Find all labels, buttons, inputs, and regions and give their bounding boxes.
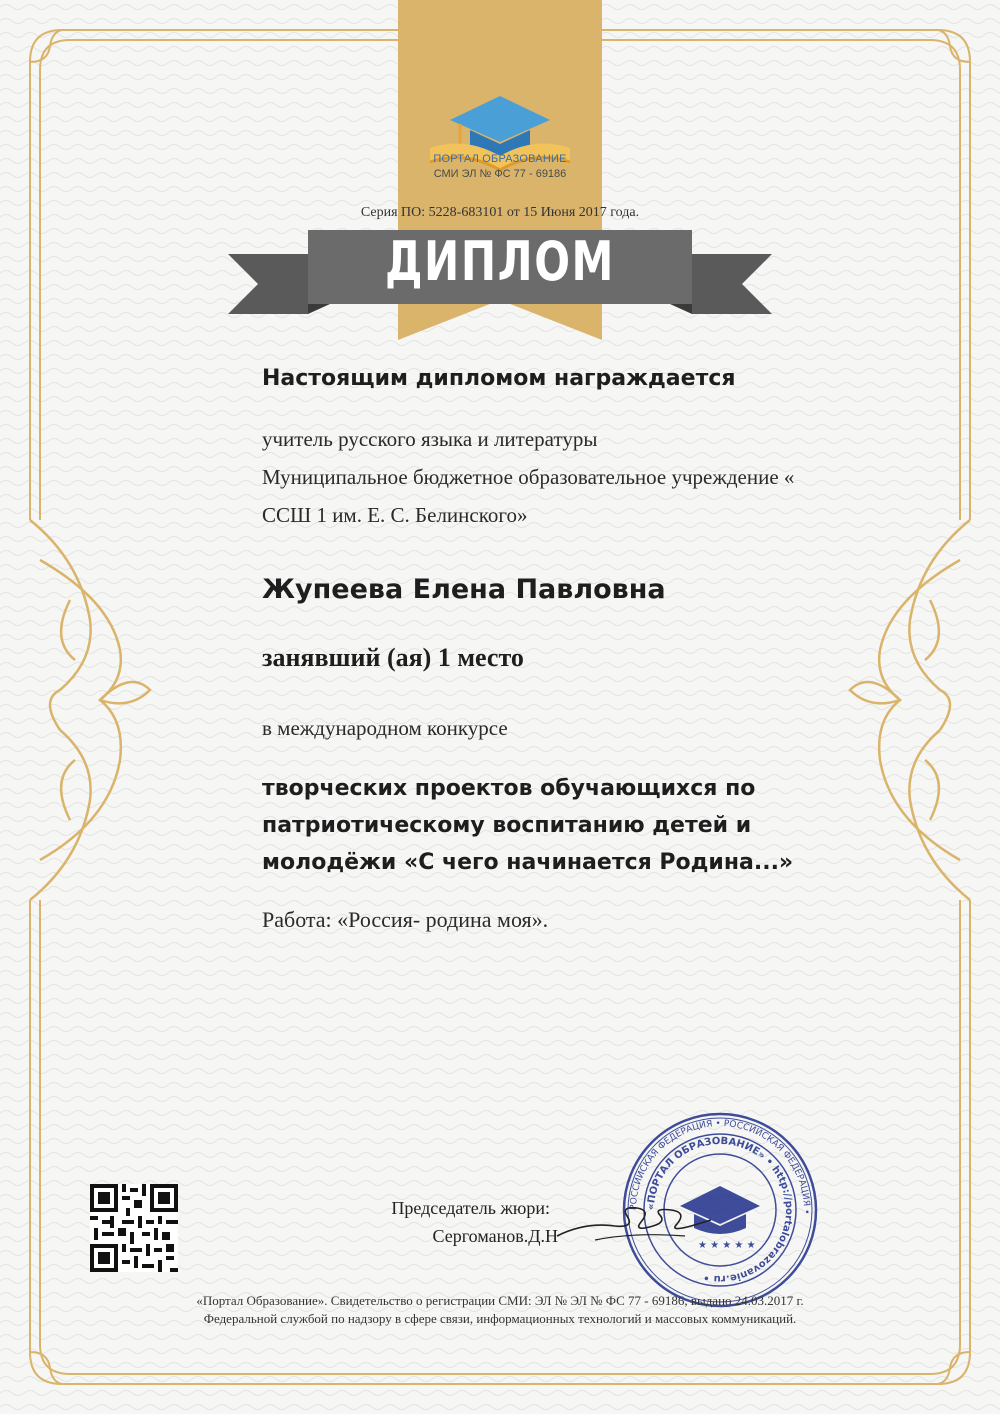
recipient-position: учитель русского языка и литературы: [262, 427, 598, 451]
contest-intro: в международном конкурсе: [262, 716, 508, 740]
left-ornament: [30, 520, 150, 900]
place-text: занявший (ая) 1 место: [262, 643, 524, 672]
jury-label: Председатель жюри:: [391, 1198, 550, 1218]
contest-line2: патриотическому воспитанию детей и: [262, 813, 752, 838]
awarded-heading: Настоящим дипломом награждается: [262, 366, 736, 391]
logo-registration: СМИ ЭЛ № ФС 77 - 69186: [433, 168, 567, 180]
stamp-middle-text: «ПОРТАЛ ОБРАЗОВАНИЕ» • http://portalobrazovanie.ru •: [645, 1135, 795, 1285]
series-number: Серия ПО: 5228-683101 от 15 Июня 2017 года.: [360, 205, 640, 220]
contest-line1: творческих проектов обучающихся по: [262, 776, 756, 801]
work-title: Работа: «Россия- родина моя».: [262, 907, 549, 932]
contest-line3: молодёжи «С чего начинается Родина...»: [262, 850, 794, 875]
svg-text:★ ★ ★ ★ ★: ★ ★ ★ ★ ★: [698, 1240, 756, 1251]
footer-line1: «Портал Образование». Свидетельство о регистрации СМИ: ЭЛ № ЭЛ № ФС 77 - 69186, выдано 24.03.2017 г.: [196, 1293, 804, 1308]
diploma-title: ДИПЛОМ: [384, 230, 616, 293]
signature: [555, 1192, 715, 1252]
recipient-name: Жупеева Елена Павловна: [262, 574, 666, 605]
jury-name: Сергоманов.Д.Н: [432, 1226, 558, 1246]
right-ornament: [850, 520, 970, 900]
recipient-org-line2: ССШ 1 им. Е. С. Белинского»: [262, 503, 528, 527]
footer-line2: Федеральной службой по надзору в сфере связи, информационных технологий и массовых коммуникаций.: [203, 1311, 797, 1326]
logo-name: ПОРТАЛ ОБРАЗОВАНИЕ: [433, 153, 567, 165]
recipient-org-line1: Муниципальное бюджетное образовательное учреждение «: [262, 465, 795, 489]
contest-title: [262, 770, 862, 881]
stamp-outer-text: РОССИЙСКАЯ ФЕДЕРАЦИЯ • РОССИЙСКАЯ ФЕДЕРАЦИЯ •: [628, 1118, 812, 1215]
qr-code: [90, 1184, 178, 1272]
